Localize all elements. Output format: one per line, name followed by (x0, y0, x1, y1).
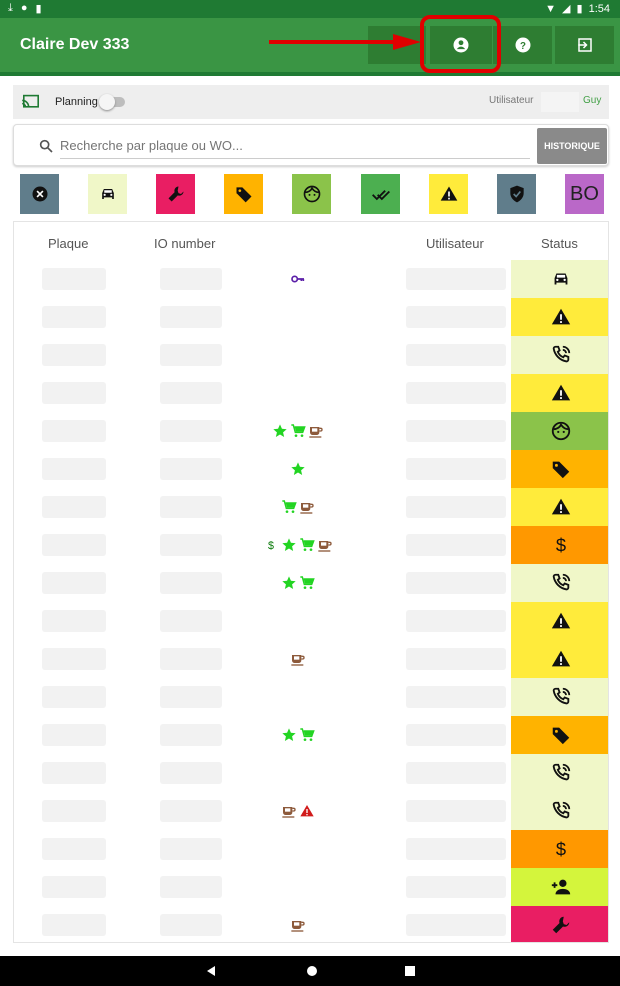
user-cell-redacted (406, 420, 506, 442)
status-cell[interactable] (511, 336, 609, 374)
table-row[interactable] (14, 488, 609, 526)
io-number-cell-redacted (160, 724, 222, 746)
row-flags (281, 575, 315, 591)
battery-icon: ▮ (576, 3, 583, 15)
search-bar (13, 124, 609, 166)
download-icon: ⤓ (8, 2, 13, 14)
cast-icon[interactable] (21, 94, 41, 110)
tag-icon (234, 184, 254, 204)
plaque-cell-redacted (42, 420, 106, 442)
io-number-cell-redacted (160, 420, 222, 442)
car-icon (98, 184, 118, 204)
status-cell[interactable] (511, 792, 609, 830)
io-number-cell-redacted (160, 344, 222, 366)
row-flags (290, 651, 306, 667)
annotation-highlight-box (420, 15, 501, 73)
table-row[interactable] (14, 450, 609, 488)
row-flags (281, 803, 315, 819)
key-icon (290, 271, 306, 287)
io-number-cell-redacted (160, 268, 222, 290)
io-number-cell-redacted (160, 496, 222, 518)
status-cell[interactable] (511, 488, 609, 526)
svg-text:$: $ (555, 838, 566, 860)
table-row[interactable] (14, 906, 609, 943)
status-cell[interactable] (511, 716, 609, 754)
plaque-cell-redacted (42, 496, 106, 518)
io-number-cell-redacted (160, 572, 222, 594)
status-cell[interactable] (511, 868, 609, 906)
plaque-cell-redacted (42, 800, 106, 822)
cart-icon (299, 575, 315, 591)
table-row[interactable] (14, 868, 609, 906)
cancel-icon (30, 184, 50, 204)
user-cell-redacted (406, 800, 506, 822)
clock: 1:54 (588, 2, 610, 15)
dollar-icon (263, 537, 279, 553)
status-cell[interactable] (511, 830, 609, 868)
row-flags (290, 271, 306, 287)
filter-chip-bo[interactable] (565, 174, 604, 214)
io-number-cell-redacted (160, 382, 222, 404)
filter-chip-wrench[interactable] (156, 174, 195, 214)
user-avatar-redacted (541, 92, 579, 112)
user-cell-redacted (406, 762, 506, 784)
io-number-cell-redacted (160, 648, 222, 670)
plaque-cell-redacted (42, 762, 106, 784)
warning-icon (550, 610, 572, 632)
signal-icon: ◢ (562, 3, 571, 15)
user-name: Guy (583, 95, 602, 106)
dollar-icon (550, 534, 572, 556)
filter-chip-label: BO (570, 182, 599, 205)
table-row[interactable] (14, 298, 609, 336)
status-cell[interactable] (511, 412, 609, 450)
plaque-cell-redacted (42, 648, 106, 670)
user-cell-redacted (406, 306, 506, 328)
plaque-cell-redacted (42, 344, 106, 366)
header-utilisateur[interactable]: Utilisateur (426, 236, 484, 251)
star-icon (290, 461, 306, 477)
workorder-table (13, 221, 609, 943)
phone-icon (550, 686, 572, 708)
plaque-cell-redacted (42, 382, 106, 404)
coffee-icon (290, 917, 306, 933)
status-cell[interactable] (511, 260, 609, 298)
row-flags (290, 461, 306, 477)
plaque-cell-redacted (42, 534, 106, 556)
user-cell-redacted (406, 382, 506, 404)
table-row[interactable] (14, 716, 609, 754)
table-row[interactable] (14, 260, 609, 298)
status-cell[interactable] (511, 526, 609, 564)
logout-button[interactable] (555, 26, 614, 64)
coffee-icon (290, 651, 306, 667)
cart-icon (299, 727, 315, 743)
io-number-cell-redacted (160, 762, 222, 784)
system-status-bar (0, 0, 620, 18)
cart-icon (290, 423, 306, 439)
car-icon (550, 268, 572, 290)
table-row[interactable] (14, 678, 609, 716)
io-number-cell-redacted (160, 534, 222, 556)
table-row[interactable] (14, 640, 609, 678)
help-button[interactable] (493, 26, 552, 64)
status-cell[interactable] (511, 640, 609, 678)
status-cell[interactable] (511, 906, 609, 943)
sd-card-icon: ▮ (35, 3, 42, 15)
status-cell[interactable] (511, 298, 609, 336)
filter-chip-cancel[interactable] (20, 174, 59, 214)
annotation-arrow (267, 34, 427, 54)
star-icon (281, 575, 297, 591)
io-number-cell-redacted (160, 610, 222, 632)
plaque-cell-redacted (42, 686, 106, 708)
svg-text:$: $ (555, 534, 566, 556)
warning-icon (550, 648, 572, 670)
user-cell-redacted (406, 648, 506, 670)
plaque-cell-redacted (42, 838, 106, 860)
row-flags (281, 727, 315, 743)
table-row[interactable] (14, 412, 609, 450)
logout-icon (576, 36, 594, 54)
tag-icon (550, 458, 572, 480)
filter-chip-car[interactable] (88, 174, 127, 214)
table-row[interactable] (14, 830, 609, 868)
table-row[interactable] (14, 336, 609, 374)
planning-toggle[interactable] (101, 97, 125, 107)
user-cell-redacted (406, 496, 506, 518)
plaque-cell-redacted (42, 458, 106, 480)
plaque-cell-redacted (42, 876, 106, 898)
filter-chip-tag[interactable] (224, 174, 263, 214)
user-cell-redacted (406, 534, 506, 556)
io-number-cell-redacted (160, 306, 222, 328)
warning-icon (550, 382, 572, 404)
row-flags (272, 423, 324, 439)
appbar-divider (0, 72, 620, 76)
status-cell[interactable] (511, 602, 609, 640)
user-cell-redacted (406, 838, 506, 860)
user-cell-redacted (406, 686, 506, 708)
user-cell-redacted (406, 458, 506, 480)
user-label: Utilisateur (489, 95, 534, 106)
history-button[interactable] (537, 128, 607, 164)
svg-text:$: $ (268, 540, 274, 552)
table-row[interactable] (14, 564, 609, 602)
plaque-cell-redacted (42, 572, 106, 594)
help-icon (514, 36, 532, 54)
coffee-icon (308, 423, 324, 439)
app-title: Claire Dev 333 (20, 36, 130, 53)
coffee-icon (299, 499, 315, 515)
status-cell[interactable] (511, 374, 609, 412)
filter-chip-face[interactable] (292, 174, 331, 214)
star-icon (281, 727, 297, 743)
planning-bar (13, 85, 609, 119)
warning-icon (550, 496, 572, 518)
phone-icon (550, 762, 572, 784)
header-status[interactable]: Status (541, 236, 578, 251)
face-icon (302, 184, 322, 204)
io-number-cell-redacted (160, 838, 222, 860)
row-flags (263, 537, 333, 553)
header-plaque[interactable]: Plaque (48, 236, 89, 251)
io-number-cell-redacted (160, 800, 222, 822)
svg-text:?: ? (519, 40, 526, 52)
user-cell-redacted (406, 344, 506, 366)
phone-icon (550, 572, 572, 594)
user-cell-redacted (406, 876, 506, 898)
wrench-icon (550, 914, 572, 936)
planning-label: Planning (55, 96, 98, 108)
header-io-number[interactable]: IO number (154, 236, 216, 251)
cart-icon (281, 499, 297, 515)
user-cell-redacted (406, 610, 506, 632)
filter-chip-done-all[interactable] (361, 174, 400, 214)
sync-icon: ● (20, 2, 28, 14)
cart-icon (299, 537, 315, 553)
table-row[interactable] (14, 792, 609, 830)
star-icon (272, 423, 288, 439)
back-icon[interactable] (205, 965, 217, 977)
status-cell[interactable] (511, 678, 609, 716)
home-icon[interactable] (306, 965, 318, 977)
row-flags (281, 499, 315, 515)
face-icon (550, 420, 572, 442)
tag-icon (550, 724, 572, 746)
status-cell[interactable] (511, 564, 609, 602)
done-all-icon (371, 184, 391, 204)
io-number-cell-redacted (160, 914, 222, 936)
io-number-cell-redacted (160, 876, 222, 898)
io-number-cell-redacted (160, 458, 222, 480)
search-icon (38, 138, 54, 154)
phone-icon (550, 800, 572, 822)
recents-icon[interactable] (405, 966, 415, 976)
coffee-icon (317, 537, 333, 553)
plaque-cell-redacted (42, 610, 106, 632)
coffee-icon (281, 803, 297, 819)
status-cell[interactable] (511, 450, 609, 488)
table-row[interactable] (14, 374, 609, 412)
table-row[interactable] (14, 602, 609, 640)
io-number-cell-redacted (160, 686, 222, 708)
alert-icon (299, 803, 315, 819)
system-nav-bar (0, 956, 620, 986)
person-add-icon (550, 876, 572, 898)
user-cell-redacted (406, 724, 506, 746)
plaque-cell-redacted (42, 268, 106, 290)
shield-icon (507, 184, 527, 204)
user-cell-redacted (406, 572, 506, 594)
plaque-cell-redacted (42, 306, 106, 328)
table-row[interactable] (14, 754, 609, 792)
history-button-label: HISTORIQUE (544, 141, 600, 151)
plaque-cell-redacted (42, 724, 106, 746)
search-input[interactable] (60, 133, 530, 159)
user-cell-redacted (406, 268, 506, 290)
user-cell-redacted (406, 914, 506, 936)
star-icon (281, 537, 297, 553)
filter-chip-warning[interactable] (429, 174, 468, 214)
table-row[interactable] (14, 526, 609, 564)
dollar-icon (550, 838, 572, 860)
warning-icon (550, 306, 572, 328)
filter-chip-shield[interactable] (497, 174, 536, 214)
row-flags (290, 917, 306, 933)
status-cell[interactable] (511, 754, 609, 792)
plaque-cell-redacted (42, 914, 106, 936)
phone-icon (550, 344, 572, 366)
wifi-icon: ▼ (545, 2, 557, 15)
warning-icon (439, 184, 459, 204)
wrench-icon (166, 184, 186, 204)
